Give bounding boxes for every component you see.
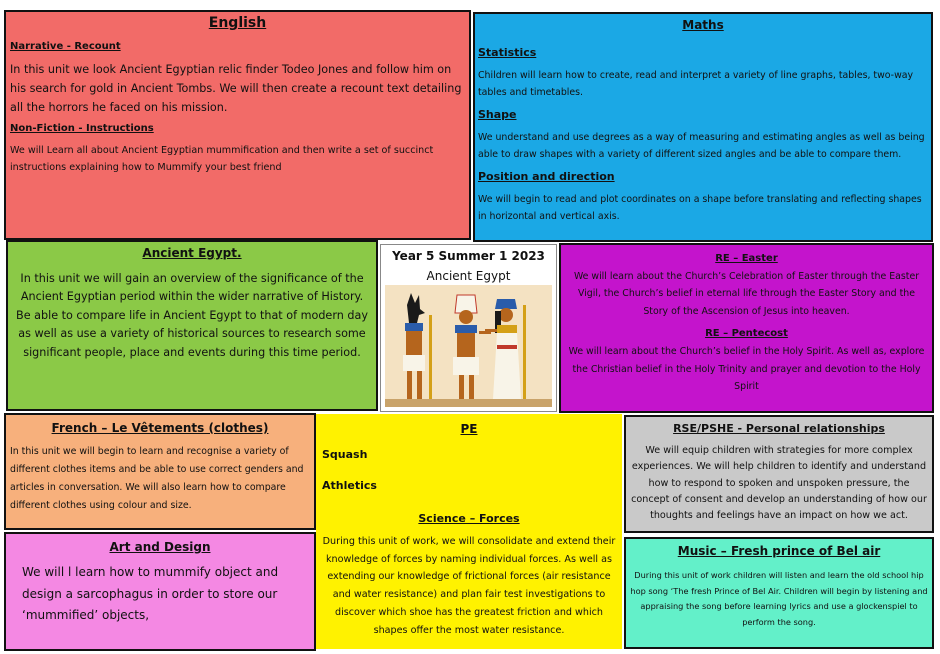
maths-statistics-heading: Statistics bbox=[478, 46, 537, 59]
year-title: Year 5 Summer 1 2023 bbox=[392, 249, 545, 263]
pe-title: PE bbox=[460, 422, 478, 436]
rse-panel bbox=[624, 415, 934, 533]
rse-text: We will equip children with strategies for more complex experiences. We will help children to identify and understand how to respond to spoken and unspoken pressure, the concept of consent and develop an understanding of how our thoughts and feelings have an impact on how we act. bbox=[631, 445, 927, 522]
music-title: Music – Fresh prince of Bel air bbox=[677, 544, 881, 558]
title-card bbox=[380, 244, 557, 412]
maths-shape-heading: Shape bbox=[478, 107, 517, 121]
french-title: French – Le Vêtements (clothes) bbox=[51, 421, 269, 435]
art-text: We will l learn how to mummify object and design a sarcophagus in order to store our ‘mummified’ objects, bbox=[22, 565, 279, 623]
ancient-egypt-text: In this unit we will gain an overview of the significance of the Ancient Egyptian period within the wider narrative of History. Be able to compare life in Ancient Egypt to that of modern day as well as use a variety of historical sources to research some significant people, place and events during this time period. bbox=[16, 272, 368, 359]
maths-position-heading: Position and direction bbox=[478, 169, 615, 183]
art-panel bbox=[4, 532, 316, 651]
re-easter-heading: RE – Easter bbox=[715, 253, 778, 264]
maths-position-text: We will begin to read and plot coordinates on a shape before translating and reflecting shapes in horizontal and vertical axis. bbox=[478, 193, 922, 222]
ancient-egypt-title: Ancient Egypt. bbox=[142, 246, 242, 260]
french-panel bbox=[4, 413, 316, 530]
rse-title-text: RSE/PSHE - Personal relationships bbox=[673, 422, 885, 435]
maths-panel bbox=[473, 12, 933, 242]
english-narrative-heading: Narrative - Recount bbox=[10, 41, 121, 52]
english-panel bbox=[4, 10, 471, 240]
pe-item: Athletics bbox=[322, 479, 377, 492]
music-text: During this unit of work children will listen and learn the old school hip hop song ‘The fresh Prince of Bel Air. Children will begin by listening and appraising the song before learning lyrics and use a glockenspiel to perform the song. bbox=[630, 570, 928, 627]
maths-statistics-text: Children will learn how to create, read and interpret a variety of line graphs, tables, two-way tables and timetables. bbox=[478, 70, 914, 99]
topic-title: Ancient Egypt bbox=[426, 269, 511, 283]
pe-panel bbox=[316, 414, 622, 504]
art-title: Art and Design bbox=[109, 540, 211, 554]
music-panel bbox=[624, 537, 934, 649]
re-pentecost-heading: RE – Pentecost bbox=[705, 328, 788, 340]
re-panel bbox=[559, 243, 934, 413]
maths-shape-text: We understand and use degrees as a way of measuring and estimating angles as well as being able to draw shapes with a variety of different sized angles and be able to compare them. bbox=[478, 131, 925, 161]
rse-title bbox=[626, 422, 932, 435]
french-text: In this unit we will begin to learn and recognise a variety of different clothes items and be able to use correct genders and articles in conversation. We will also learn how to compare different clothes using colour and size. bbox=[10, 446, 304, 511]
pe-item: Squash bbox=[322, 448, 368, 461]
english-title: English bbox=[208, 15, 267, 31]
english-narrative-text: In this unit we look Ancient Egyptian relic finder Todeo Jones and follow him on his search for gold in Ancient Tombs. We will then create a recount text detailing all the horrors he faced on his mission. bbox=[10, 63, 462, 115]
re-pentecost-text: We will learn about the Church’s belief in the Holy Spirit. As well as, explore the Christian belief in the Holy Trinity and prayer and devotion to the Holy Spirit bbox=[568, 346, 925, 392]
maths-title: Maths bbox=[682, 18, 724, 32]
english-nonfiction-text: We will Learn all about Ancient Egyptian mummification and then write a set of succinct instructions explaining how to Mummify your best friend bbox=[10, 145, 434, 174]
egyptian-figures-image bbox=[385, 285, 552, 407]
ancient-egypt-panel bbox=[6, 240, 378, 411]
science-title: Science – Forces bbox=[418, 512, 520, 525]
re-easter-text: We will learn about the Church’s Celebration of Easter through the Easter Vigil, the Church’s belief in eternal life through the Easter Story and the Story of the Ascension of Jesus into heaven. bbox=[573, 271, 920, 317]
english-nonfiction-heading: Non-Fiction - Instructions bbox=[10, 123, 154, 135]
science-panel bbox=[316, 504, 622, 649]
science-text: During this unit of work, we will consolidate and extend their knowledge of forces by naming individual forces. As well as extending our knowledge of frictional forces (air resistance and water resistance) and plan fair test investigations to discover which shoe has the greatest friction and which shapes offer the most water resistance. bbox=[322, 536, 616, 636]
